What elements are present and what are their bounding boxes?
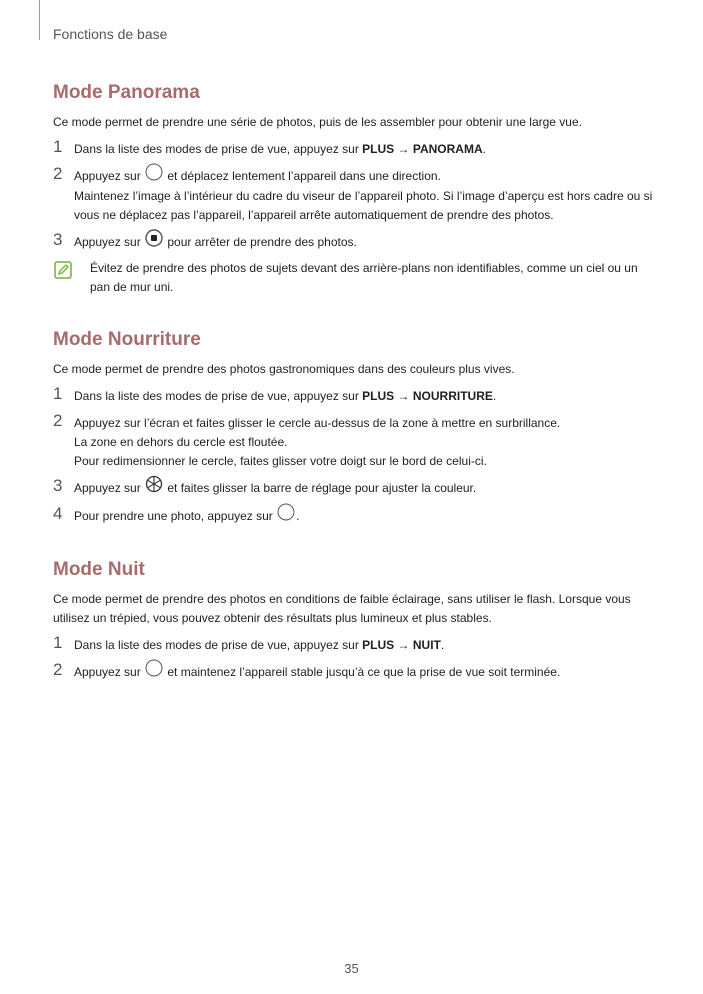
step-detail: Pour redimensionner le cercle, faites glisser votre doigt sur le bord de celui-ci. (74, 454, 487, 468)
step-detail: La zone en dehors du cercle est floutée. (74, 435, 288, 449)
note-icon (54, 261, 72, 285)
step-item: 1 Dans la liste des modes de prise de vue, appuyez sur PLUS → PANORAMA. (53, 137, 486, 156)
section-title: Mode Nourriture (53, 329, 201, 350)
step-item: 2 Appuyez sur et déplacez lentement l’appareil dans une direction. Maintenez l’image à l’intérieur du cadre du viseur de l’appareil photo. Si l’image d’aperçu est hors cadre ou si vous ne déplacez pas l’appareil, l’appareil arrête automatiquement de prendre des photos. (53, 167, 653, 225)
section-title: Mode Panorama (53, 82, 200, 103)
step-item: 4 Pour prendre une photo, appuyez sur . (53, 507, 653, 527)
section-nuit (53, 559, 653, 691)
step-number: 3 (53, 230, 63, 249)
step-item: 1 Dans la liste des modes de prise de vue, appuyez sur PLUS → NOURRITURE. (53, 384, 497, 403)
step-item: 2 Appuyez sur l’écran et faites glisser le cercle au-dessus de la zone à mettre en surbrillance. La zone en dehors du cercle est floutée. Pour redimensionner le cercle, faites glisser votre doigt sur le bord de celui-ci. (53, 414, 653, 471)
step-item: 3 Appuyez sur et faites glisser la barre de réglage pour ajuster la couleur. (53, 479, 653, 499)
page-header: Fonctions de base (53, 26, 168, 42)
header-rule (39, 0, 40, 40)
step-number: 1 (53, 137, 63, 156)
section-nourriture (53, 329, 653, 535)
step-number: 2 (53, 411, 63, 430)
section-panorama (53, 82, 653, 297)
step-number: 2 (53, 164, 63, 183)
section-intro: Ce mode permet de prendre des photos gastronomiques dans des couleurs plus vives. (53, 362, 515, 376)
step-number: 1 (53, 633, 63, 652)
step-number: 3 (53, 476, 63, 495)
color-tone-icon (145, 475, 163, 499)
note-box (53, 259, 653, 297)
step-number: 2 (53, 660, 63, 679)
shutter-button-icon (145, 163, 163, 187)
note-text: Évitez de prendre des photos de sujets devant des arrière-plans non identifiables, comme un ciel ou un pan de mur uni. (90, 261, 638, 294)
shutter-button-icon (145, 659, 163, 683)
step-detail: Maintenez l’image à l’intérieur du cadre du viseur de l’appareil photo. Si l’image d’aperçu est hors cadre ou si vous ne déplacez pas l’appareil, l’appareil arrête automatiquement de prendre des photos. (74, 189, 653, 222)
section-title: Mode Nuit (53, 559, 145, 580)
step-item: 2 Appuyez sur et maintenez l’appareil stable jusqu’à ce que la prise de vue soit terminée. (53, 663, 653, 683)
step-item: 1 Dans la liste des modes de prise de vue, appuyez sur PLUS → NUIT. (53, 633, 445, 652)
step-number: 4 (53, 504, 63, 523)
section-intro: Ce mode permet de prendre une série de photos, puis de les assembler pour obtenir une large vue. (53, 115, 582, 129)
stop-button-icon (145, 229, 163, 253)
page-number: 35 (344, 961, 359, 976)
section-intro: Ce mode permet de prendre des photos en conditions de faible éclairage, sans utiliser le flash. Lorsque vous utilisez un trépied, vous pouvez obtenir des résultats plus lumineux et plus stables. (53, 592, 631, 625)
step-item: 3 Appuyez sur pour arrêter de prendre des photos. (53, 233, 653, 253)
shutter-button-icon (277, 503, 295, 527)
step-number: 1 (53, 384, 63, 403)
